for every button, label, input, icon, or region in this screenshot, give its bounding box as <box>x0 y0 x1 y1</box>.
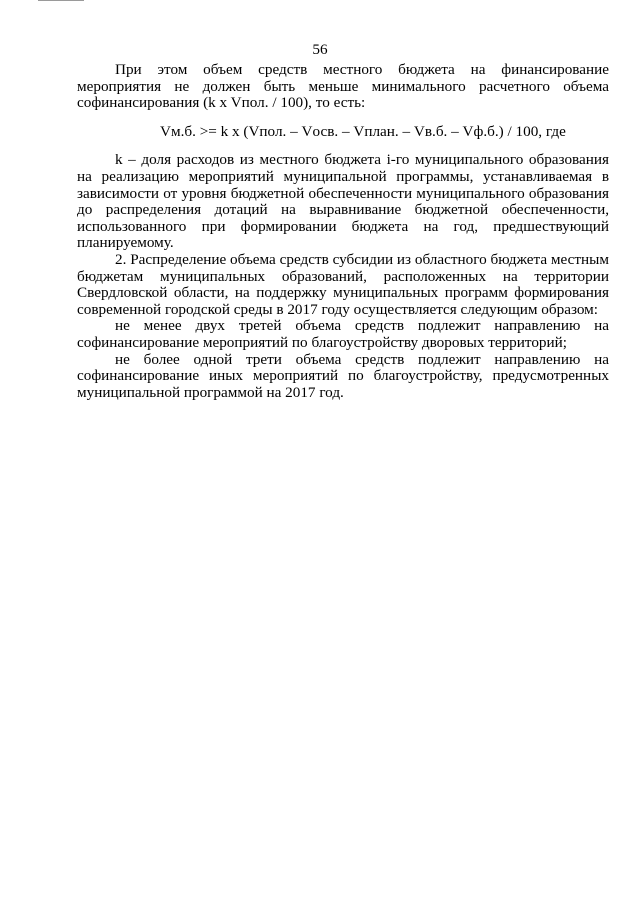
formula: Vм.б. >= k x (Vпол. – Vосв. – Vплан. – Vв.б. – Vф.б.) / 100, где <box>160 122 566 140</box>
page-number: 56 <box>312 41 328 58</box>
paragraph-cofinancing-condition: При этом объем средств местного бюджета на финансирование мероприятия не должен быть меньше минимального расчетного объема софинансирования (k x Vпол. / 100), то есть: <box>77 61 609 112</box>
scan-edge-line <box>38 0 84 1</box>
paragraph-subsidy-distribution: 2. Распределение объема средств субсидии из областного бюджета местным бюджетам муниципальных образований, расположенных на территории Свердловской области, на поддержку муниципальных программ формирования современной городской среды в 2017 году осуществляется следующим образом: <box>77 250 609 318</box>
document-body <box>77 62 609 401</box>
paragraph-k-definition: k – доля расходов из местного бюджета i-го муниципального образования на реализацию мероприятий муниципальной программы, устанавливаемая в зависимости от уровня бюджетной обеспеченности муниципального образования до распределения дотаций на выравнивание бюджетной обеспеченности, использованного при формировании бюджета на год, предшествующий планируемому. <box>77 151 609 252</box>
paragraph-one-third-rule: не более одной трети объема средств подлежит направлению на софинансирование иных мероприятий по благоустройству, предусмотренных муниципальной программой на 2017 год. <box>77 350 609 401</box>
paragraph-two-thirds-rule: не менее двух третей объема средств подлежит направлению на софинансирование мероприятий по благоустройству дворовых территорий; <box>77 317 609 351</box>
